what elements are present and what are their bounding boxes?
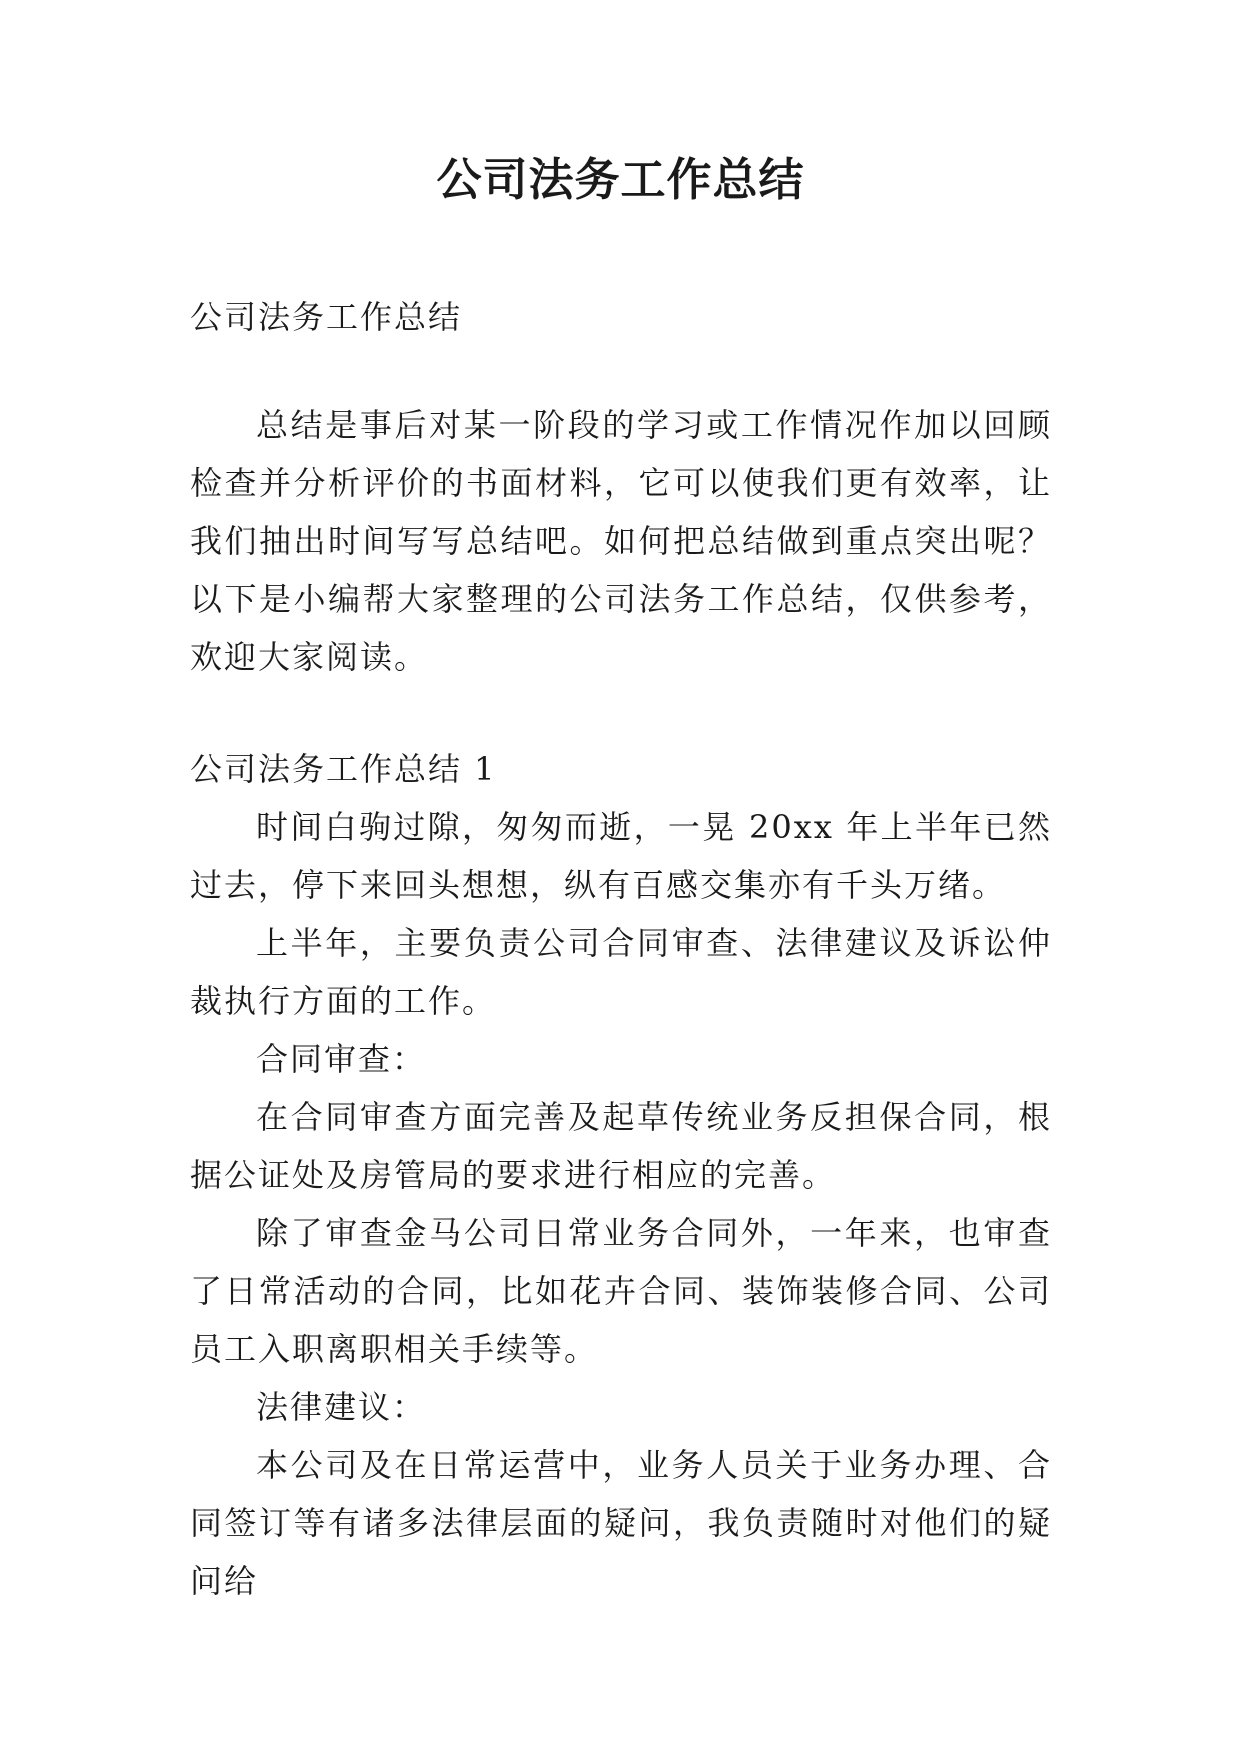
- document-body: [190, 288, 1052, 1610]
- document-subtitle: 公司法务工作总结: [190, 298, 463, 336]
- section-heading: 公司法务工作总结 1: [190, 750, 497, 788]
- intro-paragraph: 总结是事后对某一阶段的学习或工作情况作加以回顾检查并分析评价的书面材料，它可以使我们更有效率，让我们抽出时间写写总结吧。如何把总结做到重点突出呢？以下是小编帮大家整理的公司法务工作总结，仅供参考，欢迎大家阅读。: [190, 406, 1052, 676]
- body-paragraph: 时间白驹过隙，匆匆而逝，一晃 20xx 年上半年已然过去，停下来回头想想，纵有百感交集亦有千头万绪。: [190, 808, 1052, 904]
- body-paragraph: 本公司及在日常运营中，业务人员关于业务办理、合同签订等有诸多法律层面的疑问，我负责随时对他们的疑问给: [190, 1446, 1052, 1600]
- body-paragraph: 上半年，主要负责公司合同审查、法律建议及诉讼仲裁执行方面的工作。: [190, 924, 1052, 1020]
- body-paragraph: 在合同审查方面完善及起草传统业务反担保合同，根据公证处及房管局的要求进行相应的完善。: [190, 1098, 1052, 1194]
- subheading-legal-advice: 法律建议：: [256, 1388, 427, 1426]
- subheading-contract-review: 合同审查：: [256, 1040, 427, 1078]
- body-paragraph: 除了审查金马公司日常业务合同外，一年来，也审查了日常活动的合同，比如花卉合同、装饰装修合同、公司员工入职离职相关手续等。: [190, 1214, 1052, 1368]
- document-title: 公司法务工作总结: [436, 153, 805, 206]
